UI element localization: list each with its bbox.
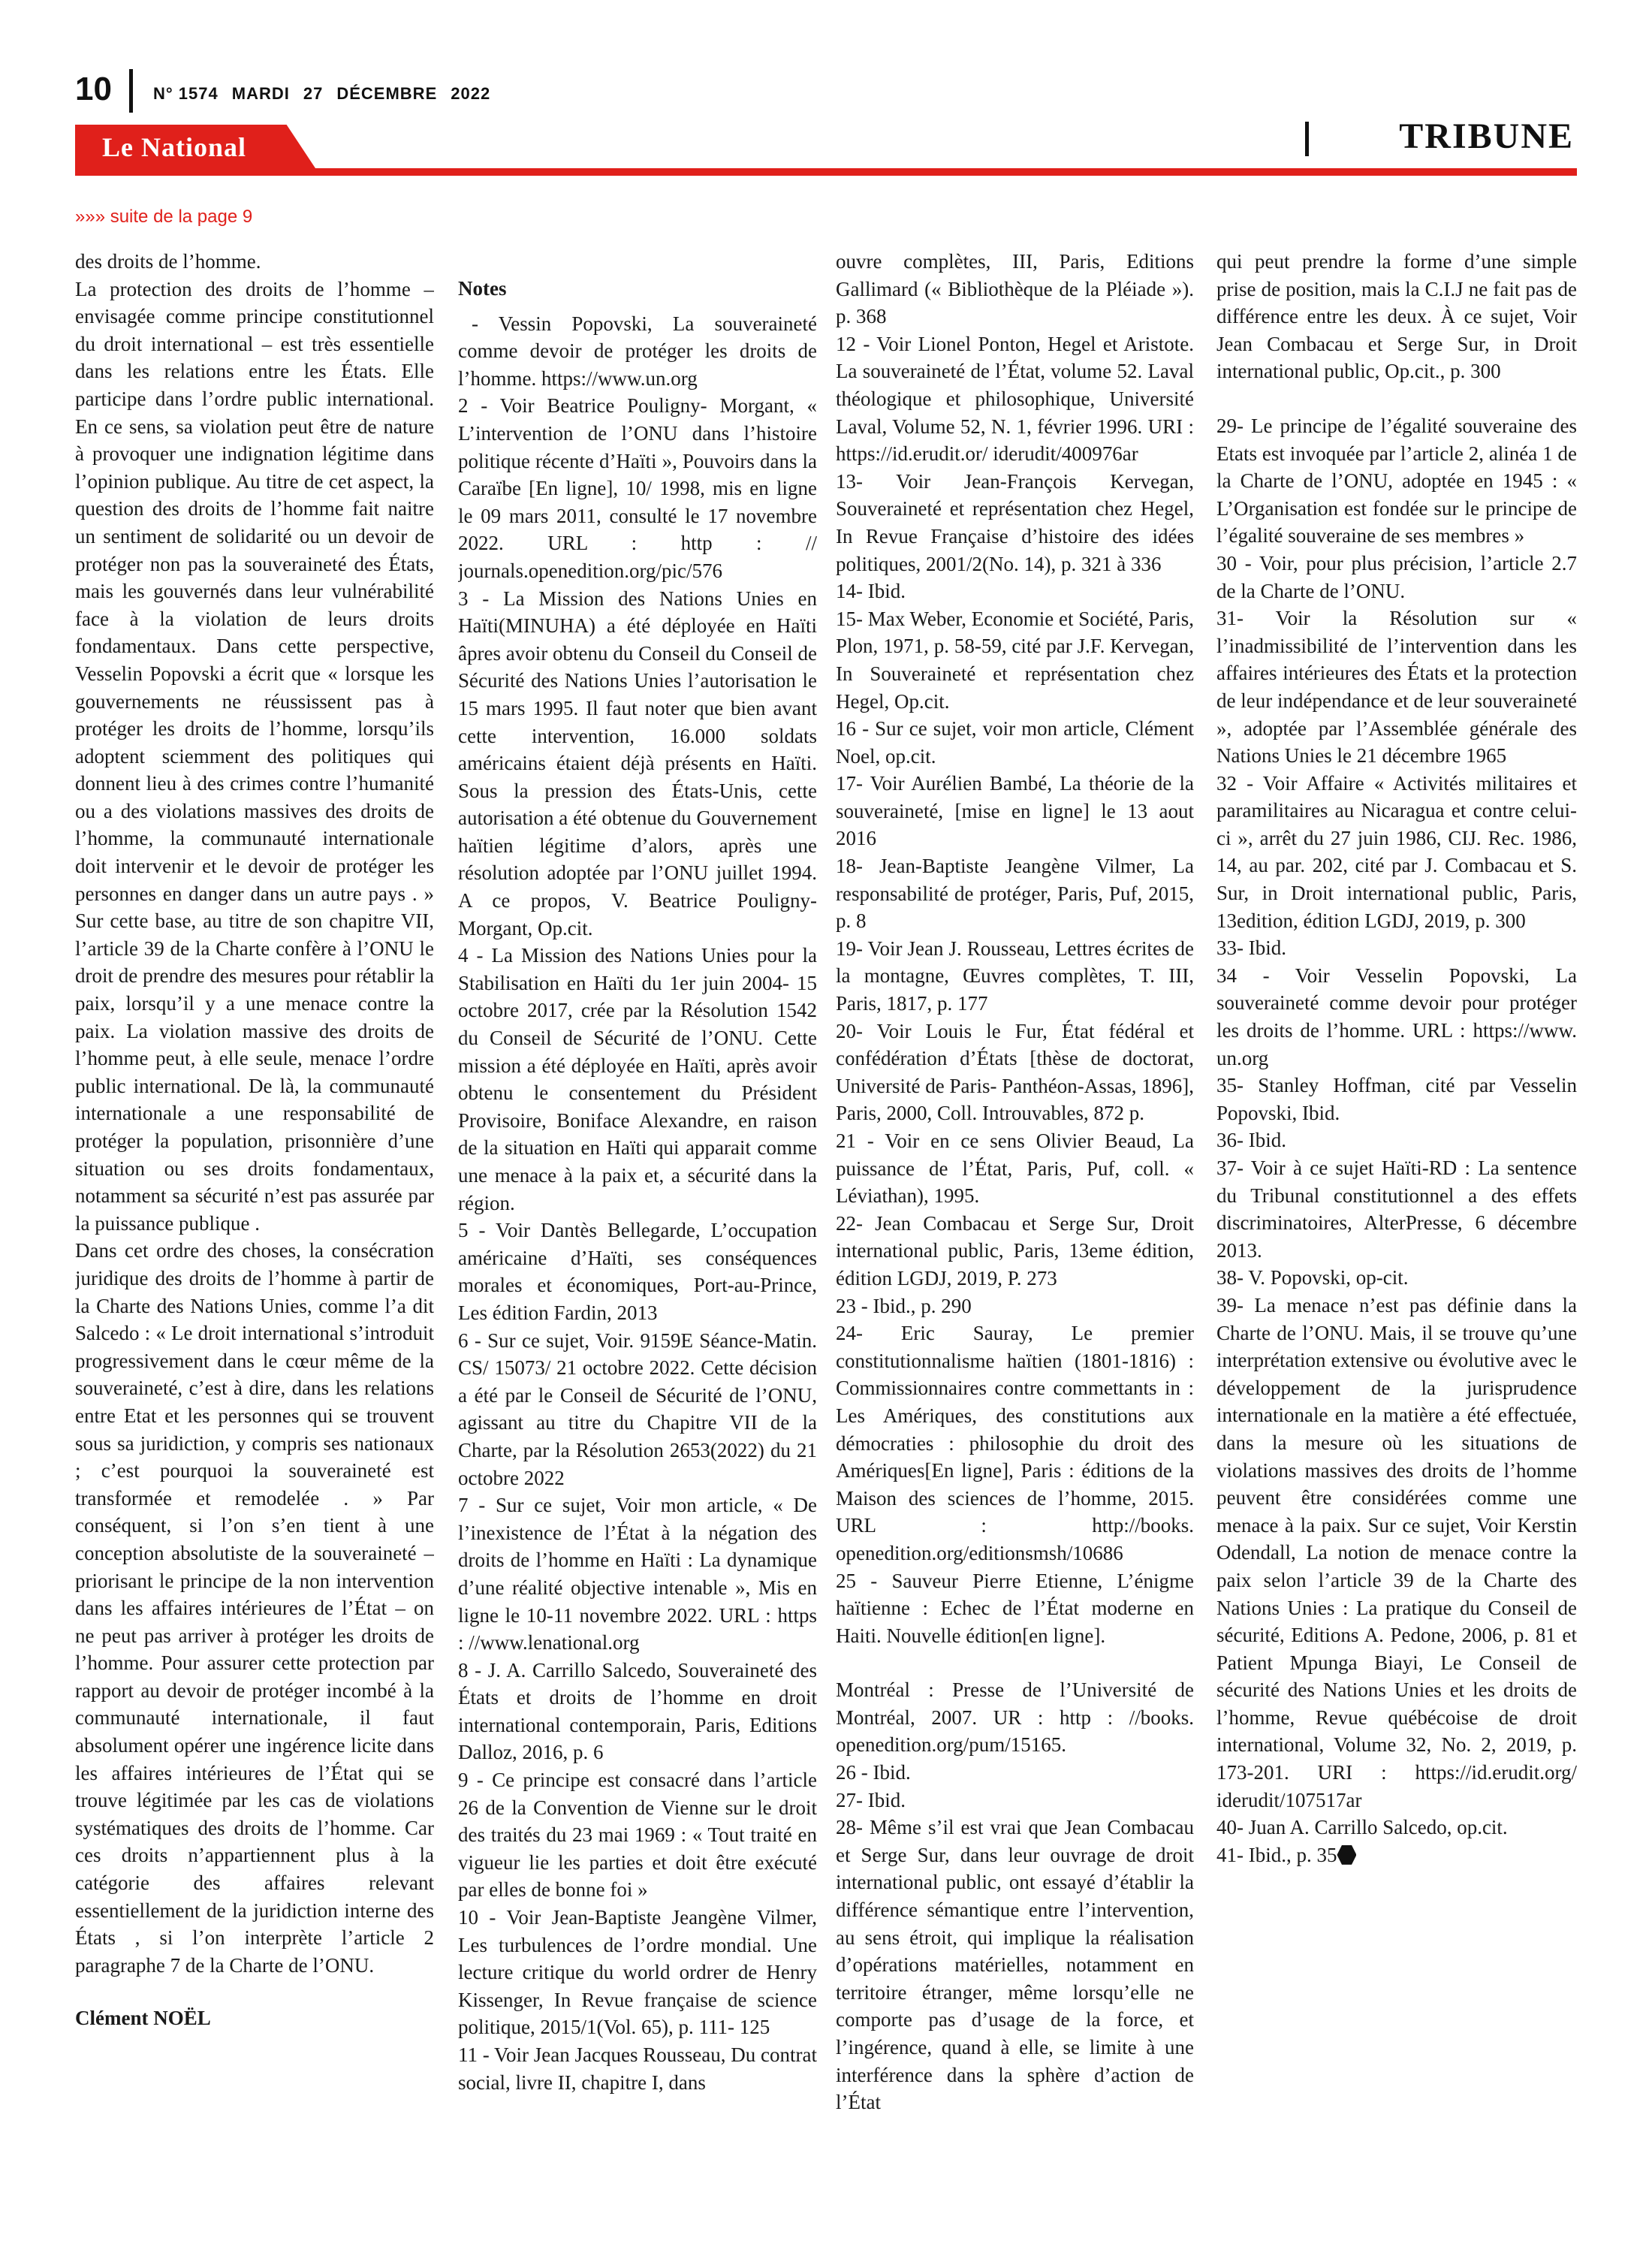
note-item: 8 - J. A. Carrillo Salcedo, Souveraineté des États et droits de l’homme en droit international contemporain, Paris, Editions Dalloz, 2016, p. 6: [458, 1658, 817, 1764]
note-item: 3 - La Mission des Nations Unies en Haïti(MINUHA) a été déployée en Haïti âpres avoir obtenu du Conseil du Conseil de Sécurité des Nations Unies l’autorisation le 15 mars 1995. Il faut noter que bien avant cette intervention, 16.000 soldats américains étaient déjà présents en Haïti. Sous la pression des États-Unis, cette autorisation a été obtenue du Gouvernement haïtien légitime d’alors, après une résolution adoptée par l’ONU juillet 1994. A ce propos, V. Beatrice Pouligny- Morgant, Op.cit.: [458, 587, 817, 940]
note-item: 25 - Sauveur Pierre Etienne, L’énigme haïtienne : Echec de l’État moderne en Haiti. Nouvelle édition[en ligne].: [836, 1569, 1194, 1647]
note-item: - Vessin Popovski, La souveraineté comme devoir de protéger les droits de l’homme. https://www.un.org: [458, 312, 817, 390]
note-item: 16 - Sur ce sujet, voir mon article, Clément Noel, op.cit.: [836, 717, 1194, 768]
note-item: 18- Jean-Baptiste Jeangène Vilmer, La responsabilité de protéger, Paris, Puf, 2015, p. 8: [836, 855, 1194, 933]
issue-date-line: [153, 84, 504, 104]
note-item-last-text: 41- Ibid., p. 35: [1216, 1843, 1337, 1866]
note-item-last: [1216, 1841, 1577, 1869]
note-item: 40- Juan A. Carrillo Salcedo, op.cit.: [1216, 1816, 1508, 1839]
note-item: 38- V. Popovski, op-cit.: [1216, 1266, 1409, 1289]
issue-day: MARDI: [231, 84, 290, 103]
section-divider: [1305, 122, 1309, 156]
note-item: 29- Le principe de l’égalité souveraine des Etats est invoquée par l’article 2, alinéa 1 de la Charte de l’ONU, adoptée en 1945 : « L’Organisation est fondée sur le principe de l’égalité souveraine de ses membres »: [1216, 414, 1577, 547]
note-item: 6 - Sur ce sujet, Voir. 9159E Séance-Matin. CS/ 15073/ 21 octobre 2022. Cette décision a été par le Conseil de Sécurité de l’ONU, agissant au titre du Chapitre VII de la Charte, par la Résolution 2653(2022) du 21 octobre 2022: [458, 1329, 817, 1489]
note-item: 28- Même s’il est vrai que Jean Combacau et Serge Sur, dans leur ouvrage de droit international public, ont essayé d’établir la différence sémantique entre l’intervention, au sens étroit, qui implique la réalisation d’opérations matérielles, notamment en territoire étranger, même lorsqu’elle ne comporte pas d’usage de la force, et l’ingérence, quand à elle, se limite à une interférence dans la sphère d’action de l’État: [836, 1816, 1194, 2114]
note-item: 35- Stanley Hoffman, cité par Vesselin Popovski, Ibid.: [1216, 1074, 1577, 1124]
note-item: 9 - Ce principe est consacré dans l’article 26 de la Convention de Vienne sur le droit des traités du 23 mai 1969 : « Tout traité en vigueur lie les parties et doit être exécuté par elles de bonne foi »: [458, 1769, 817, 1902]
issue-date-day: 27: [303, 84, 324, 103]
note-item: 19- Voir Jean J. Rousseau, Lettres écrites de la montagne, Œuvres complètes, T. III, Paris, 1817, p. 177: [836, 936, 1194, 1015]
note-item: 14- Ibid.: [836, 580, 906, 603]
note-item: 23 - Ibid., p. 290: [836, 1294, 972, 1317]
notes-column-3: [1216, 248, 1577, 2170]
notes-column-1: [458, 275, 817, 2170]
header-rule: [75, 168, 1577, 176]
note-item: 36- Ibid.: [1216, 1129, 1286, 1152]
note-item: 10 - Voir Jean-Baptiste Jeangène Vilmer, Les turbulences de l’ordre mondial. Une lecture critique du world ordrer de Henry Kissenger, In Revue française de science politique, 2015/1(Vol. 65), p. 111- 125: [458, 1906, 817, 2039]
note-item: 17- Voir Aurélien Bambé, La théorie de la souveraineté, [mise en ligne] le 13 aout 2016: [836, 772, 1194, 850]
note-item: 37- Voir à ce sujet Haïti-RD : La sentence du Tribunal constitutionnel a des effets discriminatoires, AlterPresse, 6 décembre 2013.: [1216, 1157, 1577, 1262]
note-item: 27- Ibid.: [836, 1788, 906, 1811]
note-item: 12 - Voir Lionel Ponton, Hegel et Aristote. La souveraineté de l’État, volume 52. Laval théologique et philosophique, Université Laval, Volume 52, N. 1, février 1996. URI : https://id.erudit.or/ iderudit/400976ar: [836, 332, 1194, 466]
notes-column-2: [836, 248, 1194, 2170]
newspaper-logo: Le National: [102, 132, 247, 162]
note-item: 24- Eric Sauray, Le premier constitutionnalisme haïtien (1801-1816) : Commissionnaires contre commettants in : Les Amériques, des constitutions aux démocraties : philosophie du droit des Amériques[En ligne], Paris : éditions de la Maison des sciences de l’homme, 2015. URL : http://books. openedition.org/editionsmsh/10686: [836, 1322, 1194, 1564]
note-item: 20- Voir Louis le Fur, État fédéral et confédération d’États [thèse de doctorat, Université de Paris- Panthéon-Assas, 1896], Paris, 2000, Coll. Introuvables, 872 p.: [836, 1019, 1194, 1125]
note-item: 31- Voir la Résolution sur « l’inadmissibilité de l’intervention dans les affaires intérieures des États et la protection de leur indépendance et de leur souveraineté », adoptée par l’Assemblée générale des Nations Unies le 21 décembre 1965: [1216, 607, 1577, 768]
issue-year: 2022: [451, 84, 491, 103]
article-column: [75, 248, 434, 2170]
section-title: TRIBUNE: [1399, 116, 1574, 156]
end-of-article-icon: [1337, 1845, 1356, 1865]
article-paragraph: des droits de l’homme.: [75, 250, 261, 273]
note-item: qui peut prendre la forme d’une simple prise de position, mais la C.I.J ne fait pas de différence entre les deux. À ce sujet, Voir Jean Combacau et Serge Sur, in Droit international public, Op.cit., p. 300: [1216, 250, 1577, 383]
note-item: 15- Max Weber, Economie et Société, Paris, Plon, 1971, p. 58-59, cité par J.F. Kervegan, In Souveraineté et représentation chez Hegel, Op.cit.: [836, 607, 1194, 713]
article-author: Clément NOËL: [75, 2007, 211, 2030]
header-divider: [129, 69, 133, 113]
issue-month: DÉCEMBRE: [336, 84, 438, 103]
article-paragraph: Dans cet ordre des choses, la consécration juridique des droits de l’homme à partir de la Charte des Nations Unies, comme l’a dit Salcedo : « Le droit international s’introduit progressivement dans le cœur même de la souveraineté, c’est à dire, dans les relations entre Etat et les personnes qui se trouvent sous sa juridiction, y compris ses nationaux ; c’est pourquoi la souveraineté est transformée et remodelée . » Par conséquent, si l’on s’en tient à une conception absolutiste de la souveraineté – priorisant le principe de la non intervention dans les affaires intérieures de l’État – on ne peut pas arriver à protéger les droits de l’homme. Pour assurer cette protection par rapport au devoir de protéger incombé à la communauté internationale, il faut absolument opérer une ingérence licite dans les affaires intérieures de l’État qui se trouve légitimée par les cas de violations systématiques des droits de l’homme. Car ces droits n’appartiennent plus à la catégorie des affaires relevant essentiellement de la juridiction interne des États , si l’on interprète l’article 2 paragraphe 7 de la Charte de l’ONU.: [75, 1239, 434, 1977]
note-item: 32 - Voir Affaire « Activités militaires et paramilitaires au Nicaragua et contre celui-ci », arrêt du 27 juin 1986, CIJ. Rec. 1986, 14, au par. 202, cité par J. Combacau et S. Sur, in Droit international public, Paris, 13edition, édition LGDJ, 2019, p. 300: [1216, 771, 1577, 932]
note-item: 21 - Voir en ce sens Olivier Beaud, La puissance de l’État, Paris, Puf, coll. « Léviathan), 1995.: [836, 1130, 1194, 1208]
note-item: 13- Voir Jean-François Kervegan, Souveraineté et représentation chez Hegel, In Revue Française d’histoire des idées politiques, 2001/2(No. 14), p. 321 à 336: [836, 469, 1194, 575]
note-item: 26 - Ibid.: [836, 1761, 911, 1784]
note-item: 39- La menace n’est pas définie dans la Charte de l’ONU. Mais, il se trouve qu’une interprétation extensive ou évolutive avec le développement de la jurisprudence internationale en la matière a été effectuée, dans la mesure où les situations de violations massives des droits de l’homme peuvent être considérées comme une menace à la paix. Sur ce sujet, Voir Kerstin Odendall, La notion de menace contre la paix selon l’article 39 de la Charte des Nations Unies : La pratique du Conseil de sécurité, Editions A. Pedone, 2006, p. 81 et Patient Mpunga Biayi, Le Conseil de sécurité des Nations Unies et les droits de l’homme, Revue québécoise de droit international, Volume 32, No. 2, 2019, p. 173-201. URI : https://id.erudit.org/ iderudit/107517ar: [1216, 1293, 1577, 1811]
note-item: 2 - Voir Beatrice Pouligny- Morgant, « L’intervention de l’ONU dans l’histoire politique récente d’Haïti », Pouvoirs dans la Caraïbe [En ligne], 10/ 1998, mis en ligne le 09 mars 2011, consulté le 17 novembre 2022. URL : http : // journals.openedition.org/pic/576: [458, 394, 817, 582]
note-item: ouvre complètes, III, Paris, Editions Gallimard (« Bibliothèque de la Pléiade »). p. 368: [836, 250, 1194, 328]
continued-from: »»» suite de la page 9: [75, 207, 253, 227]
note-item: 7 - Sur ce sujet, Voir mon article, « De l’inexistence de l’État à la négation des droits de l’homme en Haïti : La dynamique d’une réalité objective intenable », Mis en ligne le 10-11 novembre 2022. URL : https : //www.lenational.org: [458, 1494, 817, 1654]
note-item: 34 - Voir Vesselin Popovski, La souveraineté comme devoir pour protéger les droits de l’homme. URL : https://www. un.org: [1216, 964, 1577, 1069]
notes-title: Notes: [458, 277, 507, 300]
issue-number: N° 1574: [153, 84, 219, 103]
article-paragraph: La protection des droits de l’homme – envisagée comme principe constitutionnel du droit international – est très essentielle dans les relations entre les États. Elle participe dans l’ordre public international. En ce sens, sa violation peut être de nature à provoquer une indignation légitime dans l’opinion publique. Au titre de cet aspect, la question des droits de l’homme fait naitre un sentiment de solidarité ou un devoir de protéger non pas la souveraineté des États, mais les gouvernés dans leur vulnérabilité face à la violation de leurs droits fondamentaux. Dans cette perspective, Vesselin Popovski a écrit que « lorsque les gouvernements ne réussissent pas à protéger les droits de l’homme, lorsqu’ils adoptent sciemment des politiques qui donnent lieu à des crimes contre l’humanité ou a des violations massives des droits de l’homme, la communauté internationale doit intervenir et le devoir de protéger les personnes en danger dans un autre pays . » Sur cette base, au titre de son chapitre VII, l’article 39 de la Charte confère à l’ONU le droit de prendre des mesures pour rétablir la paix, lorsqu’il y a une menace contre la paix. La violation massive des droits de l’homme peut, à elle seule, menace l’ordre public international. De là, la communauté internationale a une responsabilité de protéger la population, prisonnière d’une situation ou ses droits fondamentaux, notamment sa sécurité n’est pas assurée par la puissance publique .: [75, 277, 434, 1235]
note-item: 4 - La Mission des Nations Unies pour la Stabilisation en Haïti du 1er juin 2004- 15 octobre 2017, crée par la Résolution 1542 du Conseil de Sécurité de l’ONU. Cette mission a été déployée en Haïti, après avoir obtenu le consentement du Président Provisoire, Boniface Alexandre, en raison de la situation en Haïti qui apparait comme une menace à la paix et, a sécurité dans la région.: [458, 944, 817, 1214]
note-item: 30 - Voir, pour plus précision, l’article 2.7 de la Charte de l’ONU.: [1216, 551, 1577, 602]
note-item: 5 - Voir Dantès Bellegarde, L’occupation américaine d’Haïti, ses conséquences morales et économiques, Port-au-Prince, Les édition Fardin, 2013: [458, 1219, 817, 1324]
note-item: 22- Jean Combacau et Serge Sur, Droit international public, Paris, 13eme édition, édition LGDJ, 2019, P. 273: [836, 1211, 1194, 1289]
note-item: 11 - Voir Jean Jacques Rousseau, Du contrat social, livre II, chapitre I, dans: [458, 2043, 817, 2094]
page-number: 10: [75, 71, 112, 107]
note-item: Montréal : Presse de l’Université de Montréal, 2007. UR : http : //books. openedition.org/pum/15165.: [836, 1678, 1194, 1757]
note-item: 33- Ibid.: [1216, 936, 1286, 960]
